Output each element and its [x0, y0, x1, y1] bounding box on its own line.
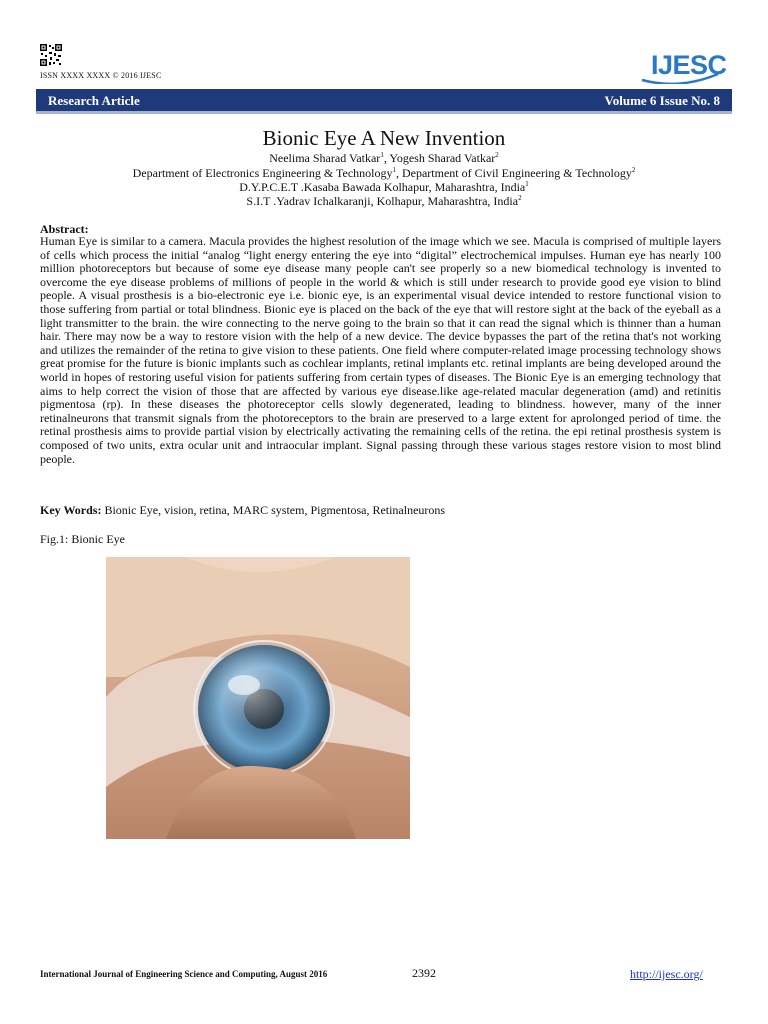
department-1: Department of Electronics Engineering & Technology — [132, 166, 393, 180]
affiliation-2-sup: 2 — [518, 194, 522, 202]
keywords-line — [40, 503, 445, 518]
footer-journal: International Journal of Engineering Science and Computing, August 2016 — [40, 969, 328, 979]
author-sep: , — [383, 151, 390, 165]
author-1-sup: 1 — [380, 151, 384, 159]
keywords-text: Bionic Eye, vision, retina, MARC system, Pigmentosa, Retinalneurons — [104, 503, 446, 517]
author-2: Yogesh Sharad Vatkar — [389, 151, 496, 165]
departments-line — [0, 166, 768, 181]
article-banner — [36, 89, 732, 114]
affiliation-1-text: D.Y.P.C.E.T .Kasaba Bawada Kolhapur, Maharashtra, India — [239, 180, 526, 194]
figure-caption: Fig.1: Bionic Eye — [40, 532, 125, 546]
authors-line — [0, 151, 768, 166]
author-1: Neelima Sharad Vatkar — [269, 151, 381, 165]
abstract-heading: Abstract: — [40, 222, 89, 236]
abstract-body: Human Eye is similar to a camera. Macula provides the highest resolution of the image which we see. Macula is comprised of multiple layers of cells which process the initial “analog “light energy entering the eye into “digital” electrochemical impulses. Human eye has nearly 100 million photoreceptors but because of some eye disease many people can't see properly so a new biomedical technology is invented to overcome the eye disease problems of millions of people in the world & which is still under research to provide good eye vision to blind people. A visual prosthesis is a bio-electronic eye i.e. bionic eye, is an experimental visual device intended to restore functional vision to those suffering from partial or total blindness. Bionic eye is placed on the back of the eye that will restore sight at the back of the eyeball as a light transmitter to the brain. the wire connecting to the nerve going to the brain so that it can read the signal which is thinner than a human hair. There may now be a way to restore vision with the help of a new device. The device bypasses the part of the retina that's not working and utilizes the remainder of the retina to give vision to these patients. One field where computer-related image processing technology shows great promise for the future is bionic implants such as cochlear implants, retinal implants etc. retinal implants are being developed around the world in hopes of restoring useful vision for patients suffering from certain types of diseases. The Bionic Eye is an emerging technology that aims to help correct the vision of those that are affected by various eye disease.like age-related macular degeneration (amd) and retinitis pigmentosa (rp). In these diseases the photoreceptor cells slowly degenerated, leading to blindness. however, many of the inner retinalneurons that transmit signals from the photoreceptors to the brain are preserved to a large extent for aprolonged period of time. the retinal prosthesis aims to provide partial vision by electrically activating the remaining cells of the retina. the epi retinal prosthesis system is composed of two units, extra ocular unit and intraocular implant. Signal passing through these various stages restore vision to most blind people. — [40, 234, 721, 466]
department-1-sup: 1 — [392, 166, 396, 174]
volume-issue: Volume 6 Issue No. 8 — [604, 93, 720, 108]
issn-line: ISSN XXXX XXXX © 2016 IJESC — [40, 71, 162, 80]
department-sep: , — [395, 166, 402, 180]
author-2-sup: 2 — [495, 151, 499, 159]
qr-code-icon — [40, 44, 62, 66]
journal-link[interactable]: http://ijesc.org/ — [630, 967, 703, 981]
affiliation-2-text: S.I.T .Yadrav Ichalkaranji, Kolhapur, Maharashtra, India — [246, 194, 519, 208]
affiliation-2 — [0, 194, 768, 209]
journal-logo: IJESC — [651, 50, 727, 80]
department-2: Department of Civil Engineering & Technology — [401, 166, 632, 180]
page-number: 2392 — [412, 966, 436, 980]
article-type: Research Article — [48, 93, 140, 108]
affiliation-1 — [0, 180, 768, 195]
paper-title: Bionic Eye A New Invention — [262, 126, 506, 150]
affiliation-1-sup: 1 — [525, 180, 529, 188]
keywords-label: Key Words: — [40, 503, 102, 517]
department-2-sup: 2 — [631, 166, 636, 174]
bionic-eye-photo — [106, 557, 410, 839]
